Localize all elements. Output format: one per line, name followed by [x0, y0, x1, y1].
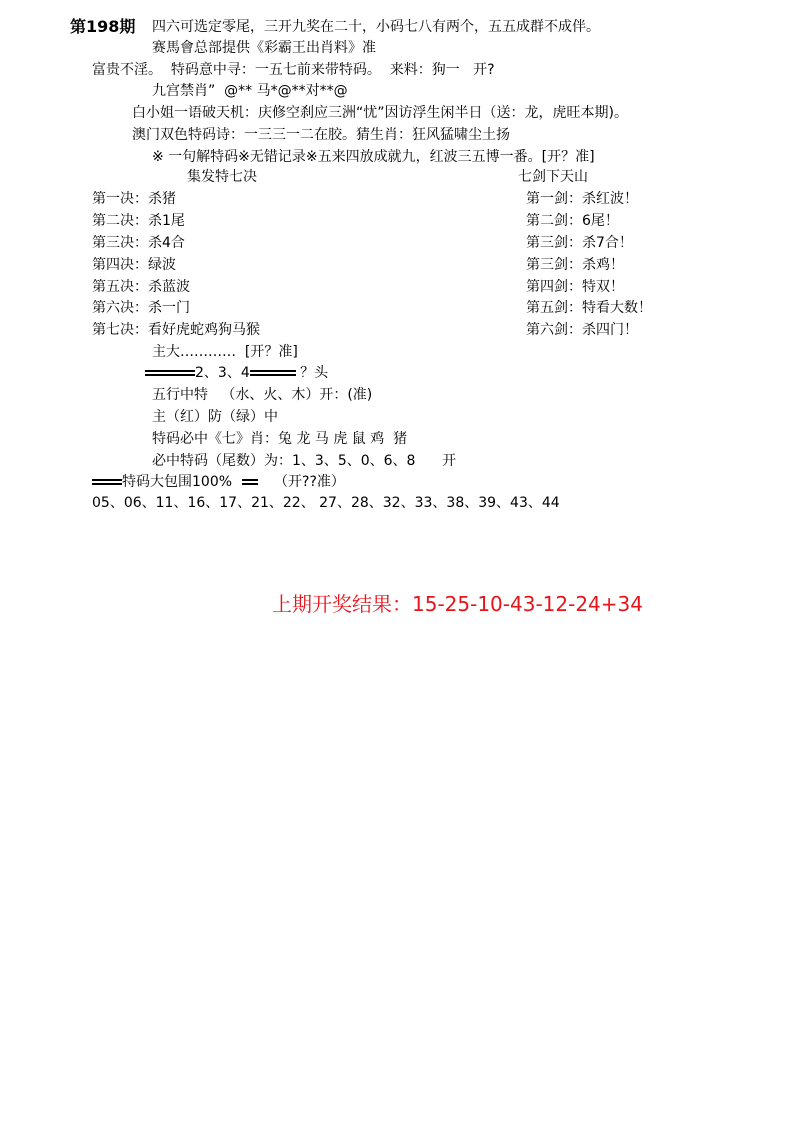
intro-line-ninepalace: 九宫禁肖” @** 马*@**对**@ — [152, 83, 348, 99]
intro-line-macau: 澳门双色特码诗：一三三一二在胶。猜生肖：狂风猛啸尘土扬 — [132, 127, 510, 143]
left-col-item: 第五决：杀蓝波 — [92, 279, 190, 295]
heads-suffix: ？头 — [295, 365, 329, 381]
right-col-title: 七剑下天山 — [518, 169, 588, 185]
right-col-item: 第二剑：6尾！ — [526, 213, 619, 229]
bigpack-text: 特码大包围100% — [122, 474, 233, 490]
last-result: 上期开奖结果：15-25-10-43-12-24+34 — [272, 592, 643, 616]
left-col-item: 第四决：绿波 — [92, 257, 176, 273]
bigpack-suffix: （开??准） — [274, 474, 345, 490]
heads-numbers: 2、3、4 — [195, 365, 250, 381]
five-elements-line: 五行中特 （水、火、木）开：(准) — [152, 387, 373, 403]
left-col-item: 第三决：杀4合 — [92, 235, 185, 251]
right-col-item: 第五剑：特看大数！ — [526, 300, 652, 316]
right-col-item: 第三剑：杀鸡！ — [526, 257, 624, 273]
right-col-item: 第四剑：特双！ — [526, 279, 624, 295]
color-line: 主（红）防（绿）中 — [152, 409, 278, 425]
left-col-item: 第一决：杀猪 — [92, 191, 176, 207]
bigpack-line — [92, 473, 345, 491]
header-source: 赛馬會总部提供《彩霸王出肖料》准 — [152, 40, 376, 56]
heads-line — [145, 364, 328, 382]
double-bar-icon — [92, 478, 122, 486]
left-col-item: 第七决：看好虎蛇鸡狗马猴 — [92, 322, 260, 338]
tail-line: 必中特码（尾数）为：1、3、5、0、6、8 开 — [152, 453, 457, 469]
zodiac-line: 特码必中《七》肖：兔 龙 马 虎 鼠 鸡 猪 — [152, 431, 408, 447]
issue-number: 第198期 — [70, 17, 136, 36]
left-col-item: 第二决：杀1尾 — [92, 213, 185, 229]
intro-line-onephrase: ※ 一句解特码※无错记录※五来四放成就九，红波三五博一番。[开？准] — [152, 149, 595, 165]
double-bar-icon — [250, 369, 296, 377]
right-col-item: 第三剑：杀7合！ — [526, 235, 633, 251]
right-col-item: 第六剑：杀四门！ — [526, 322, 638, 338]
left-col-item: 第六决：杀一门 — [92, 300, 190, 316]
double-bar-icon — [145, 369, 195, 377]
double-bar-icon — [242, 478, 258, 486]
main-big-line: 主大………… [开？准] — [152, 344, 298, 360]
numbers-line: 05、06、11、16、17、21、22、 27、28、32、33、38、39、43、44 — [92, 495, 560, 511]
left-col-title: 集发特七决 — [187, 169, 257, 185]
intro-line-wealth: 富贵不淫。 特码意中寻：一五七前来带特码。 来料：狗一 开? — [92, 62, 495, 78]
right-col-item: 第一剑：杀红波！ — [526, 191, 638, 207]
header-verse: 四六可选定零尾，三开九奖在二十，小码七八有两个，五五成群不成伴。 — [152, 19, 600, 35]
intro-line-missbai: 白小姐一语破天机：庆修空刹应三洲“忧”因访浮生闲半日（送：龙，虎旺本期)。 — [132, 105, 628, 121]
